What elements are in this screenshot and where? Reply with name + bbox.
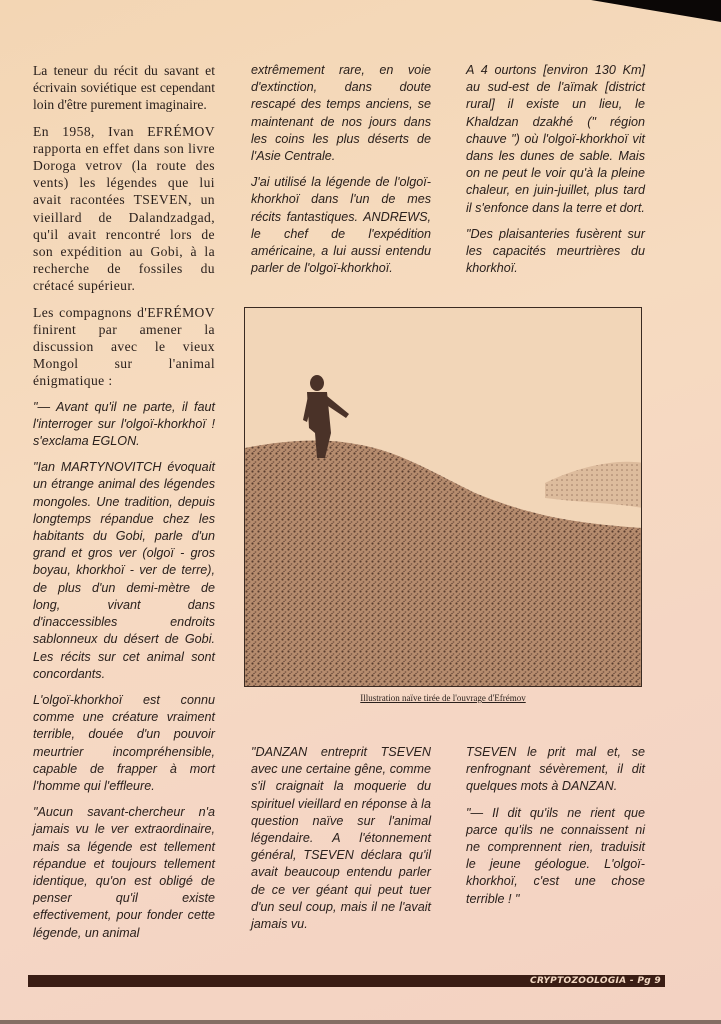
footer-bar [28, 975, 665, 987]
scan-corner-shadow [591, 0, 721, 22]
quote-paragraph: TSEVEN le prit mal et, se renfrognant sévèrement, il dit quelques mots à DANZAN. [466, 745, 645, 794]
paragraph: Les compagnons d'EFRÉMOV finirent par amener la discussion avec le vieux Mongol sur l'animal énigmatique : [33, 304, 215, 389]
quote-paragraph: L'olgoï-khorkhoï est connu comme une créature vraiment terrible, douée d'un pouvoir meurtrier incompréhensible, capable de frapper à mort l'homme qui l'effleure. [33, 692, 215, 793]
scan-bottom-edge [0, 1020, 721, 1024]
quote-paragraph: A 4 ourtons [environ 130 Km] au sud-est de l'aïmak [district rural] il existe un lieu, le Khaldzan dzakhé (" région chauve ") où l'olgoï-khorkhoï vit dans les dunes de sable. Mais on ne peut le voir qu'à la pleine chaleur, en juin-juillet, plus tard il s'enfonce dans la terre et dort. [466, 63, 645, 215]
quote-paragraph: "— Avant qu'il ne parte, il faut l'interroger sur l'olgoï-khorkhoï ! s'exclama EGLON. [33, 399, 215, 449]
footer-page-label: CRYPTOZOOLOGIA - Pg 9 [530, 976, 661, 986]
quote-paragraph: J'ai utilisé la légende de l'olgoï-khorkhoï dans l'un de mes récits fantastiques. ANDREWS, le chef de l'expédition américaine, a lui aussi entendu parler de l'olgoï-khorkhoï. [251, 175, 431, 276]
paragraph: La teneur du récit du savant et écrivain soviétique est cependant loin d'être purement imaginaire. [33, 63, 215, 113]
quote-paragraph: extrêmement rare, en voie d'extinction, dans doute rescapé des temps anciens, se maintenant de nos jours dans les coins les plus déserts de l'Asie Centrale. [251, 63, 431, 164]
paragraph: En 1958, Ivan EFRÉMOV rapporta en effet dans son livre Doroga vetrov (la route des vents) les légendes que lui avait racontées TSEVEN, un vieillard de Dalandzadgad, qu'il avait rencontré lors de son expédition au Gobi, à la recherche de fossiles du crétacé supérieur. [33, 123, 215, 294]
text-column-3 [466, 62, 645, 286]
text-column-4 [251, 744, 431, 942]
dune-illustration [245, 308, 642, 687]
quote-paragraph: "Aucun savant-chercheur n'a jamais vu le ver extraordinaire, mais sa légende est tellement répandue et toujours tellement identique, qu'on est obligé de penser qu'il existe effectivement, pour fonder cette légende, un animal [33, 805, 215, 940]
quote-paragraph: "DANZAN entreprit TSEVEN avec une certaine gêne, comme s'il craignait la moquerie du spirituel vieillard en réponse à la question naïve sur l'animal légendaire. A l'étonnement général, TSEVEN déclara qu'il avait beaucoup entendu parler de ce ver géant qui peut tuer d'un seul coup, mais il ne l'avait jamais vu. [251, 745, 431, 932]
text-column-1 [33, 62, 215, 951]
illustration-figure [244, 307, 642, 687]
figure-caption: Illustration naïve tirée de l'ouvrage d'Efrémov [360, 693, 526, 703]
quote-paragraph: "— Il dit qu'ils ne rient que parce qu'ils ne connaissent ni ne comprennent rien, traduisit le jeune géologue. L'olgoï-khorkhoï, c'est une chose terrible ! " [466, 805, 645, 906]
text-column-2 [251, 62, 431, 286]
text-column-5 [466, 744, 645, 917]
quote-paragraph: "Des plaisanteries fusèrent sur les capacités meurtrières du khorkhoï. [466, 226, 645, 276]
quote-paragraph: "Ian MARTYNOVITCH évoquait un étrange animal des légendes mongoles. Une tradition, depuis longtemps répandue chez les habitants du Gobi, parle d'un grand et gros ver (olgoï - gros boyau, khorkhoï - ver de terre), de plus d'un demi-mètre de long, vivant dans d'inaccessibles endroits sablonneux du désert de Gobi. Les récits sur cet animal sont concordants. [33, 460, 215, 681]
